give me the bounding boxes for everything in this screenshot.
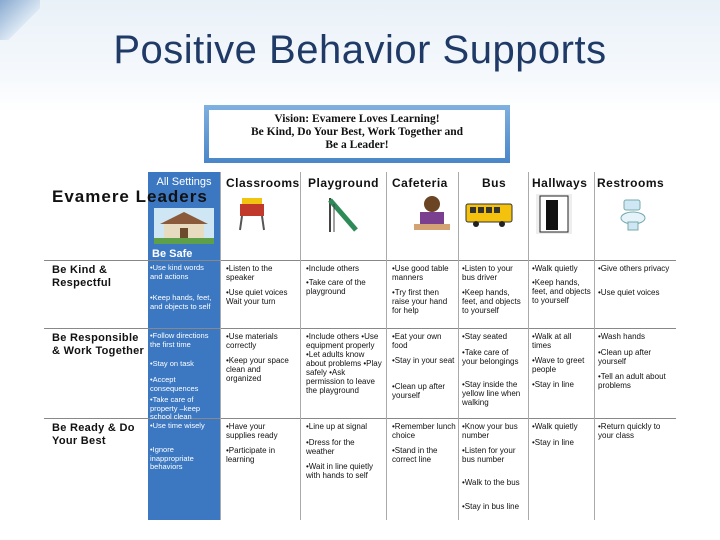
row-label-kind: Be Kind & Respectful xyxy=(52,264,112,289)
all-cell: •Ignore inappropriate behaviors xyxy=(150,445,194,471)
header-classrooms: Classrooms xyxy=(226,176,300,190)
classrooms-cell: •Listen to the speaker xyxy=(226,264,273,282)
column-divider xyxy=(386,172,387,520)
row-label-responsible: Be Responsible & Work Together xyxy=(52,332,145,357)
all-cell: •Use time wisely xyxy=(150,421,205,430)
classrooms-cell: •Use quiet voices Wait your turn xyxy=(226,288,288,306)
column-divider xyxy=(220,172,221,520)
restrooms-cell: •Wash hands xyxy=(598,332,645,341)
column-divider xyxy=(458,172,459,520)
brand-title: Evamere Leaders xyxy=(52,187,208,206)
bus-cell: •Keep hands, feet, and objects to yourself xyxy=(462,288,521,315)
vision-line-3: Be a Leader! xyxy=(325,139,389,151)
classrooms-cell: •Participate in learning xyxy=(226,446,276,464)
hallways-cell: •Keep hands, feet, and objects to yourself xyxy=(532,278,591,305)
bus-cell: •Listen to your bus driver xyxy=(462,264,513,282)
all-cell: •Accept consequences xyxy=(150,375,199,393)
bus-cell: •Take care of your belongings xyxy=(462,348,519,366)
behavior-matrix xyxy=(44,172,676,522)
hallways-cell: •Wave to greet people xyxy=(532,356,585,374)
restrooms-cell: •Tell an adult about problems xyxy=(598,372,666,390)
hallways-cell: •Walk quietly xyxy=(532,422,578,431)
column-divider xyxy=(528,172,529,520)
school-bus-icon xyxy=(464,202,514,228)
all-cell: •Keep hands, feet, and objects to self xyxy=(150,293,212,311)
header-cafeteria: Cafeteria xyxy=(392,176,448,190)
hallways-cell: •Walk quietly xyxy=(532,264,578,273)
slide-icon xyxy=(326,194,362,234)
row-divider xyxy=(44,260,676,261)
column-divider xyxy=(300,172,301,520)
header-playground: Playground xyxy=(308,176,380,190)
all-cell: •Take care of property –keep school clean xyxy=(150,395,201,421)
playground-cell: •Line up at signal xyxy=(306,422,368,431)
bus-cell: •Listen for your bus number xyxy=(462,446,516,464)
column-divider xyxy=(594,172,595,520)
bus-cell: •Walk to the bus xyxy=(462,478,520,487)
be-safe-label: Be Safe xyxy=(152,248,193,260)
vision-banner xyxy=(204,105,510,163)
cafeteria-cell: •Try first then raise your hand for help xyxy=(392,288,448,315)
hallways-cell: •Stay in line xyxy=(532,438,574,447)
all-cell: •Stay on task xyxy=(150,359,194,368)
bus-cell: •Stay seated xyxy=(462,332,508,341)
cafeteria-cell: •Stay in your seat xyxy=(392,356,455,365)
toilet-icon xyxy=(618,198,648,232)
cafeteria-cell: •Clean up after yourself xyxy=(392,382,446,400)
classrooms-cell: •Have your supplies ready xyxy=(226,422,278,440)
bus-cell: •Stay in bus line xyxy=(462,502,520,511)
cafeteria-cell: •Stand in the correct line xyxy=(392,446,438,464)
restrooms-cell: •Return quickly to your class xyxy=(598,422,661,440)
vision-text xyxy=(209,110,505,158)
row-label-ready: Be Ready & Do Your Best xyxy=(52,422,135,447)
cafeteria-cell: •Use good table manners xyxy=(392,264,449,282)
hallways-cell: •Walk at all times xyxy=(532,332,572,350)
vision-line-2: Be Kind, Do Your Best, Work Together and xyxy=(250,126,464,138)
all-cell: •Follow directions the first time xyxy=(150,331,209,349)
restrooms-cell: •Give others privacy xyxy=(598,264,670,273)
cafeteria-cell: •Eat your own food xyxy=(392,332,442,350)
desk-icon xyxy=(234,194,274,232)
slide-title: Positive Behavior Supports xyxy=(113,28,607,72)
header-bus: Bus xyxy=(482,176,507,190)
hallways-cell: •Stay in line xyxy=(532,380,574,389)
classrooms-cell: •Use materials correctly xyxy=(226,332,278,350)
cafeteria-cell: •Remember lunch choice xyxy=(392,422,456,440)
playground-cell: •Include others •Use equipment properly •Let adults know about problems •Play safely •Ask permission to leave the playground xyxy=(306,332,382,395)
all-cell: •Use kind words and actions xyxy=(150,263,204,281)
all-settings-header: All Settings xyxy=(156,176,212,188)
header-hallways: Hallways xyxy=(532,176,588,190)
school-icon xyxy=(154,208,214,244)
playground-cell: •Dress for the weather xyxy=(306,438,355,456)
restrooms-cell: •Clean up after yourself xyxy=(598,348,652,366)
header-restrooms: Restrooms xyxy=(597,176,665,190)
playground-cell: •Wait in line quietly with hands to self xyxy=(306,462,373,480)
bus-cell: •Know your bus number xyxy=(462,422,518,440)
row-divider xyxy=(44,418,676,419)
vision-line-1: Vision: Evamere Loves Learning! xyxy=(274,113,440,125)
bus-cell: •Stay inside the yellow line when walking xyxy=(462,380,521,407)
row-divider xyxy=(44,328,676,329)
playground-cell: •Take care of the playground xyxy=(306,278,366,296)
classrooms-cell: •Keep your space clean and organized xyxy=(226,356,289,383)
hallway-icon xyxy=(536,194,572,234)
playground-cell: •Include others xyxy=(306,264,360,273)
student-eating-icon xyxy=(414,194,450,232)
restrooms-cell: •Use quiet voices xyxy=(598,288,660,297)
